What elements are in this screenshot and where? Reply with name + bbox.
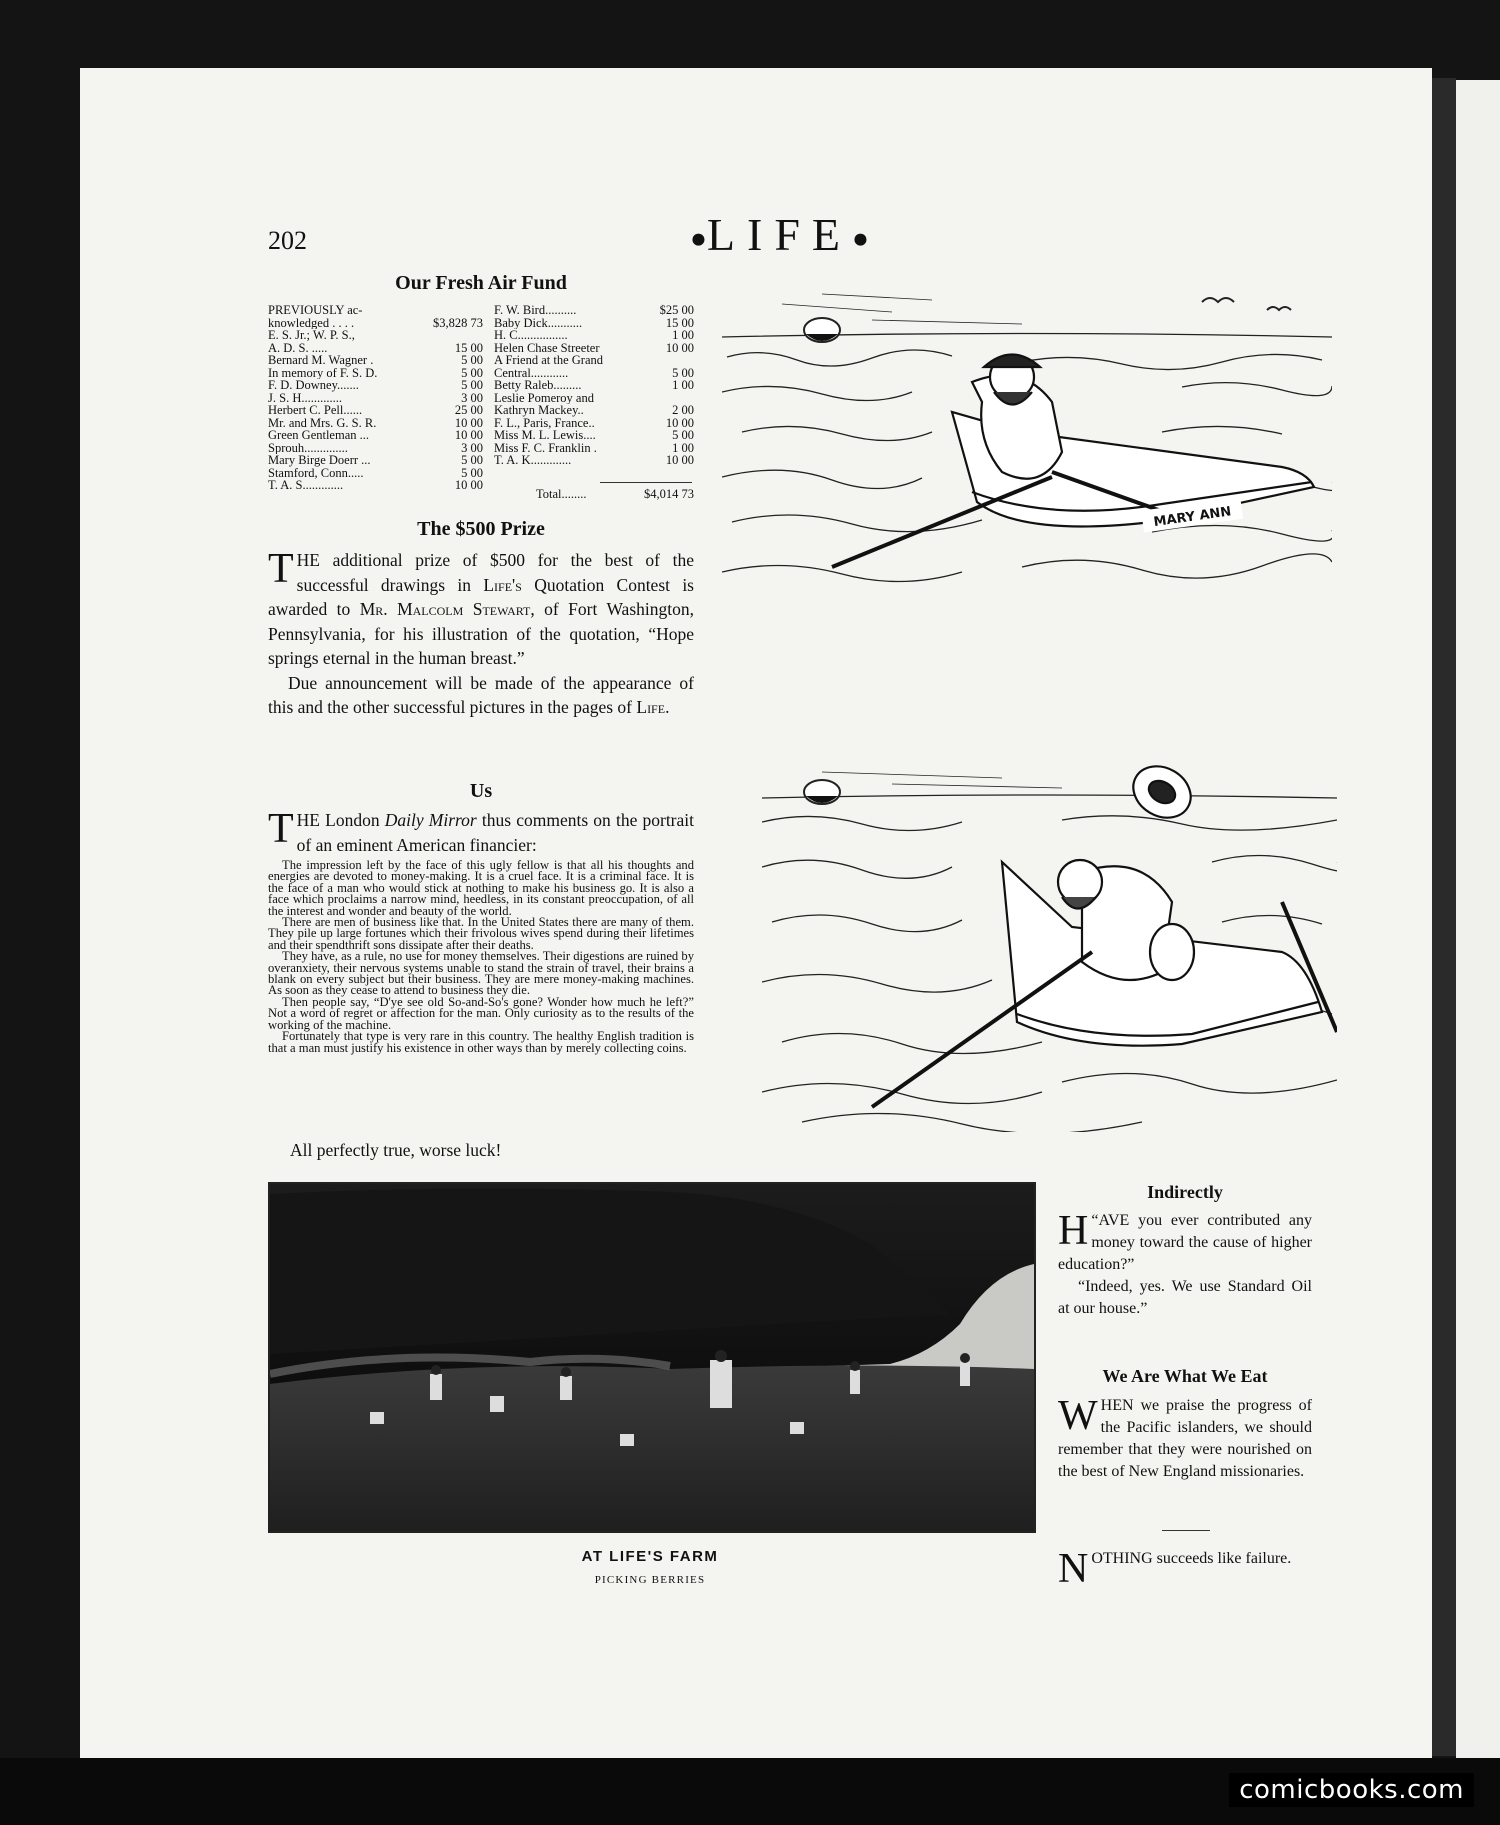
donation-amount: $25 00 xyxy=(659,303,694,317)
donation-amount: 5 00 xyxy=(461,353,483,367)
prize-text-d: Due announcement will be made of the appearance of this and the other successful pictures in the pages of xyxy=(268,672,694,717)
fund-row xyxy=(268,417,483,430)
farm-photo xyxy=(268,1182,1036,1533)
donation-amount: 10 00 xyxy=(665,415,694,430)
prize-paragraph-2 xyxy=(268,671,694,720)
us-intro-paragraph xyxy=(268,808,694,857)
photo-subcaption: PICKING BERRIES xyxy=(594,1574,706,1586)
section-rule xyxy=(1162,1530,1210,1531)
we-are-article xyxy=(1058,1395,1312,1483)
indirectly-title: Indirectly xyxy=(1147,1182,1223,1202)
donation-amount: 10 00 xyxy=(665,453,694,467)
quote-paragraph: Then people say, “D'ye see old So-and-So's gone? Wonder how much he left?” Not a word of regret or affection for the man. Only curiosity as to the results of the working of the machine. xyxy=(268,994,694,1032)
prize-text-c: of Fort Washington, Pennsylvania, for his illustration of the quotation, “Hope springs eternal in the human breast.” xyxy=(268,599,694,668)
fund-row xyxy=(494,392,694,405)
donation-amount: 15 00 xyxy=(665,315,694,330)
prize-text-a: HE additional prize of $500 for the best of the successful drawings in xyxy=(296,550,694,595)
fund-row xyxy=(268,442,483,455)
us-intro-a: HE London xyxy=(296,810,385,830)
donor-name: T. A. K............. xyxy=(494,454,572,467)
donor-name: knowledged . . . . xyxy=(268,316,355,329)
donor-name: Central............ xyxy=(494,366,569,379)
donor-name: F. D. Downey....... xyxy=(268,379,359,392)
total-label: Total........ xyxy=(536,487,587,501)
donation-amount: 5 00 xyxy=(461,378,483,392)
us-closing: All perfectly true, worse luck! xyxy=(290,1140,502,1160)
indirectly-dropcap: H xyxy=(1058,1208,1089,1254)
donor-name: PREVIOUSLY ac- xyxy=(268,304,363,317)
us-intro-b: thus comments on the portrait of an eminent American financier: xyxy=(296,810,694,855)
fund-row xyxy=(494,354,694,367)
donation-amount: 5 00 xyxy=(461,365,483,380)
prize-text-b: Quotation Contest is awarded to xyxy=(268,574,694,619)
prize-dropcap: T xyxy=(268,546,294,592)
donor-name: Helen Chase Streeter xyxy=(494,341,600,354)
prize-paragraph-1 xyxy=(268,548,694,671)
donation-amount: 1 00 xyxy=(672,440,694,455)
donor-name: Miss F. C. Franklin . xyxy=(494,441,597,454)
us-paper-name: Daily Mirror xyxy=(384,810,477,830)
fund-row xyxy=(494,367,694,380)
indirectly-question xyxy=(1058,1210,1312,1276)
donor-name: F. L., Paris, France.. xyxy=(494,416,595,429)
prize-life-2: Life. xyxy=(636,697,670,717)
watermark: comicbooks.com xyxy=(1229,1773,1474,1807)
donation-amount xyxy=(690,354,694,367)
fund-row xyxy=(494,342,694,355)
donation-amount xyxy=(479,304,483,317)
fund-row xyxy=(268,479,483,492)
donor-name: T. A. S............. xyxy=(268,479,344,492)
total-amount: $4,014 73 xyxy=(644,487,694,501)
fund-row xyxy=(268,354,483,367)
donor-name: Kathryn Mackey.. xyxy=(494,404,584,417)
donation-amount xyxy=(479,329,483,342)
donor-name: A. D. S. ..... xyxy=(268,341,328,354)
fund-row xyxy=(268,304,483,317)
fund-row xyxy=(268,342,483,355)
donation-amount: 5 00 xyxy=(461,453,483,467)
donation-amount: 10 00 xyxy=(454,478,483,492)
fund-row xyxy=(268,317,483,330)
fund-row xyxy=(268,392,483,405)
prize-title: The $500 Prize xyxy=(417,518,545,540)
quote-paragraph: Fortunately that type is very rare in this country. The healthy English tradition is that a man must justify his existence in other ways than by merely collecting coins. xyxy=(268,1029,694,1055)
fund-row xyxy=(268,379,483,392)
fund-row xyxy=(268,404,483,417)
fresh-air-fund-title: Our Fresh Air Fund xyxy=(395,272,567,294)
cartoon-top xyxy=(722,282,1332,602)
we-are-dropcap: W xyxy=(1058,1393,1098,1439)
donor-name: Mr. and Mrs. G. S. R. xyxy=(268,416,377,429)
fund-row xyxy=(494,454,694,467)
fund-row xyxy=(494,379,694,392)
donor-name: A Friend at the Grand xyxy=(494,354,604,367)
donation-amount: 5 00 xyxy=(672,428,694,442)
fund-row xyxy=(494,317,694,330)
fund-row xyxy=(268,329,483,342)
fund-row xyxy=(268,454,483,467)
fund-right-column xyxy=(494,304,694,467)
donor-name: Sprouh.............. xyxy=(268,441,348,454)
fund-left-column xyxy=(268,304,483,492)
photo-caption: AT LIFE'S FARM xyxy=(581,1548,719,1565)
prize-article xyxy=(268,548,694,720)
fund-row xyxy=(494,304,694,317)
fund-row xyxy=(494,404,694,417)
us-quote xyxy=(268,860,694,1054)
fund-row xyxy=(268,467,483,480)
us-intro xyxy=(268,808,694,857)
donation-amount: 15 00 xyxy=(454,340,483,355)
fund-row xyxy=(494,329,694,342)
donor-name: H. C................ xyxy=(494,329,568,342)
fund-total xyxy=(536,488,694,501)
donor-name: Miss M. L. Lewis.... xyxy=(494,429,596,442)
farm-photo-image xyxy=(270,1184,1034,1531)
total-rule xyxy=(600,482,692,483)
donation-amount: 1 00 xyxy=(672,378,694,392)
donation-amount: 25 00 xyxy=(454,403,483,417)
donation-amount: 5 00 xyxy=(461,465,483,480)
donor-name: F. W. Bird.......... xyxy=(494,304,577,317)
we-are-paragraph xyxy=(1058,1395,1312,1483)
prize-winner: Mr. Malcolm Stewart, xyxy=(359,599,535,619)
donor-name: Stamford, Conn..... xyxy=(268,466,364,479)
fund-row xyxy=(494,442,694,455)
donor-name: Green Gentleman ... xyxy=(268,429,370,442)
donor-name: Betty Raleb......... xyxy=(494,379,582,392)
masthead xyxy=(690,208,869,261)
donor-name: Mary Birge Doerr ... xyxy=(268,454,371,467)
fund-row xyxy=(494,429,694,442)
donor-name: In memory of F. S. D. xyxy=(268,366,378,379)
donation-amount: 5 00 xyxy=(672,365,694,380)
donation-amount: 3 00 xyxy=(461,390,483,405)
fund-row xyxy=(494,417,694,430)
quote-paragraph: They have, as a rule, no use for money themselves. Their digestions are ruined by overanxiety, their nervous systems unable to stand the strain of travel, their brains a blank on every subject but their business. They are mere money-making machines. As soon as they cease to attend to business they die. xyxy=(268,949,694,998)
donation-amount: $3,828 73 xyxy=(433,315,483,330)
donor-name: Herbert C. Pell...... xyxy=(268,404,363,417)
donation-amount: 2 00 xyxy=(672,403,694,417)
book-spine xyxy=(1432,78,1456,1756)
us-dropcap: T xyxy=(268,806,294,852)
donation-amount: 1 00 xyxy=(672,328,694,342)
nothing-article xyxy=(1058,1546,1312,1592)
indirectly-answer: “Indeed, yes. We use Standard Oil at our house.” xyxy=(1058,1278,1312,1317)
nothing-paragraph xyxy=(1058,1546,1312,1592)
nothing-dropcap: N xyxy=(1058,1546,1089,1592)
next-page-edge xyxy=(1456,80,1500,1760)
boat-name-label: MARY ANN xyxy=(1152,504,1233,531)
donation-amount: 10 00 xyxy=(454,415,483,430)
donor-name: Baby Dick........... xyxy=(494,316,583,329)
nothing-text: OTHING succeeds like failure. xyxy=(1091,1550,1292,1567)
fund-row xyxy=(268,367,483,380)
scan-border xyxy=(0,1758,1500,1825)
we-are-text: HEN we praise the progress of the Pacific islanders, we should remember that they were nourished on the best of New England missionaries. xyxy=(1058,1397,1312,1480)
donation-amount: 3 00 xyxy=(461,440,483,455)
us-title: Us xyxy=(469,780,493,802)
masthead-title: LIFE xyxy=(706,209,853,260)
prize-life: Life's xyxy=(483,574,522,595)
page-number: 202 xyxy=(268,226,307,255)
we-are-title: We Are What We Eat xyxy=(1102,1366,1268,1386)
fund-row xyxy=(268,429,483,442)
donation-amount: 10 00 xyxy=(454,428,483,442)
donation-amount: 10 00 xyxy=(665,340,694,355)
masthead-dot-left: ● xyxy=(690,223,707,255)
quote-paragraph: There are men of business like that. In the United States there are many of them. They pile up large fortunes which their frivolous wives spend during their lifetimes and their spendthrift sons dissipate after their deaths. xyxy=(268,915,694,952)
donor-name: Leslie Pomeroy and xyxy=(494,391,594,404)
quote-paragraph: The impression left by the face of this ugly fellow is that all his thoughts and energies are devoted to money-making. It is a cruel face. It is a criminal face. It is the face of a man who would stick at nothing to make his business go. It is also a face which proclaims a narrow mind, heedless, in its constant preoccupation, of all the interest and wonder and beauty of the world. xyxy=(268,858,694,918)
masthead-dot-right: ● xyxy=(852,223,869,255)
donor-name: Bernard M. Wagner . xyxy=(268,354,374,367)
indirectly-open-quote: “ xyxy=(1091,1212,1099,1229)
indirectly-article xyxy=(1058,1210,1312,1320)
cartoon-bottom xyxy=(762,752,1337,1132)
donor-name: E. S. Jr.; W. P. S., xyxy=(268,329,355,342)
donor-name: J. S. H............. xyxy=(268,391,342,404)
indirectly-text: AVE you ever contributed any money toward the cause of higher education?” xyxy=(1058,1212,1312,1273)
